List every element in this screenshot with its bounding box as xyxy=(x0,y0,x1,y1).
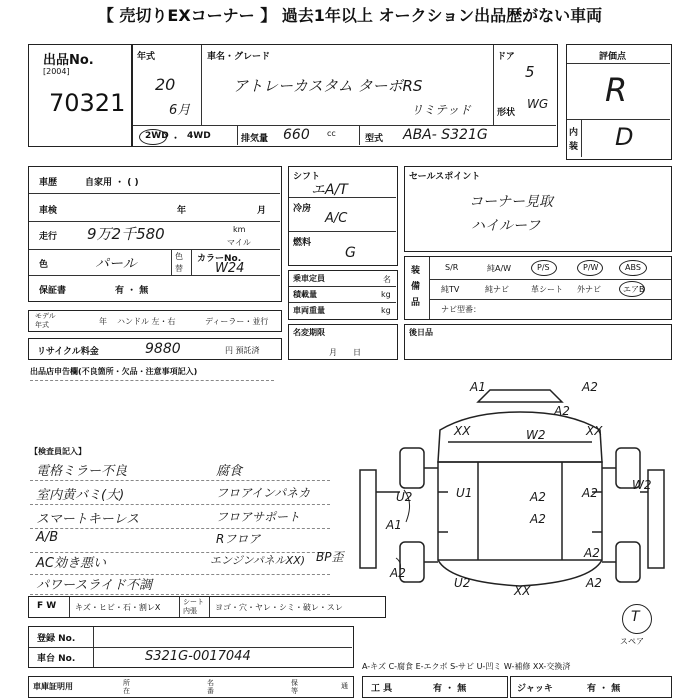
model-year-label-2: 年式 xyxy=(35,321,49,329)
equipment-label-2: 備 xyxy=(411,282,421,292)
inspection-notes-label: 【検査員記入】 xyxy=(30,447,86,456)
weight-unit: kg xyxy=(381,306,391,315)
ac-value: A/C xyxy=(325,211,348,226)
equip-leather: 革シート xyxy=(531,285,563,294)
cert-field-1: 所 xyxy=(123,679,130,687)
seat-label-2: 内張 xyxy=(183,607,197,615)
note-right-1: 腐食 xyxy=(216,464,243,479)
banner: 【 売切りEXコーナー 】 過去1年以上 オークション出品歴がない車両 xyxy=(97,6,603,25)
note-right-6: BP歪 xyxy=(316,550,344,564)
mark-a1-left: A1 xyxy=(386,518,402,532)
chassis-number: S321G-0017044 xyxy=(145,649,251,664)
mark-u2-left: U2 xyxy=(396,490,413,504)
mark-a2-rear: A2 xyxy=(586,576,602,590)
dealer-field: ディーラー・並行 xyxy=(205,317,269,326)
lot-box xyxy=(28,44,132,147)
history-box xyxy=(28,166,282,302)
mark-u1: U1 xyxy=(456,486,473,500)
rating-box xyxy=(566,44,672,160)
displacement-value: 660 xyxy=(283,127,310,143)
mark-a2-roof: A2 xyxy=(530,490,546,504)
rating-label: 評価点 xyxy=(599,52,627,62)
later-box xyxy=(404,324,672,360)
colorno-label: カラーNo. xyxy=(197,254,242,264)
door-value: 5 xyxy=(525,63,535,81)
jack-box xyxy=(510,676,672,698)
equipment-label-1: 装 xyxy=(411,266,421,276)
shift-label: シフト xyxy=(293,172,321,182)
inspection-label: 車検 xyxy=(39,206,58,216)
recycle-amount: 9880 xyxy=(145,341,181,357)
equip-ps: P/S xyxy=(537,263,550,272)
sales-label: セールスポイント xyxy=(409,172,481,182)
year-label: 年式 xyxy=(137,52,156,62)
equip-airbag: エアB xyxy=(623,285,645,294)
interior-label-1: 内 xyxy=(569,128,579,138)
navi-model: ナビ型番： xyxy=(441,305,481,314)
history-value: 自家用 ・ ( ) xyxy=(85,178,139,188)
month-value: 6月 xyxy=(169,103,191,118)
name-change-box xyxy=(288,324,398,360)
vehicle-name: アトレーカスタム ターボRS xyxy=(233,77,423,95)
interior-score: D xyxy=(615,123,634,151)
cert-label: 車庫証明用 xyxy=(33,682,73,691)
vehicle-grade: リミテッド xyxy=(411,103,472,117)
warranty-label: 保証書 xyxy=(39,286,67,296)
name-change-unit: 月 日 xyxy=(329,348,361,357)
spare-mark: T xyxy=(631,609,640,625)
mark-a2-front-2: A2 xyxy=(554,404,570,418)
note-left-3: スマートキーレス xyxy=(36,512,140,527)
load-unit: kg xyxy=(381,290,391,299)
mark-a1-front: A1 xyxy=(470,380,486,394)
mark-xx-rear: XX xyxy=(514,584,531,598)
tools-box xyxy=(362,676,508,698)
later-label: 後日品 xyxy=(409,328,433,337)
model-label: 型式 xyxy=(365,134,384,144)
shift-box xyxy=(288,166,398,266)
note-right-2: フロアインパネカ xyxy=(216,486,311,500)
sales-line-2: ハイルーフ xyxy=(471,218,541,234)
recycle-row xyxy=(28,338,282,360)
interior-label-2: 装 xyxy=(569,142,579,152)
circle-abs xyxy=(619,260,647,276)
mileage-label: 走行 xyxy=(39,232,58,242)
model-year-label-1: モデル xyxy=(35,312,56,320)
name-change-label: 名変期限 xyxy=(293,328,325,337)
color-value: パール xyxy=(95,256,137,272)
rating-score: R xyxy=(605,71,628,109)
inspection-month: 月 xyxy=(257,206,267,216)
equipment-box xyxy=(404,256,672,320)
capacity-box xyxy=(288,270,398,320)
legend: A-キズ C-腐食 E-エクボ S-サビ U-凹ミ W-補修 XX-交換済 xyxy=(362,662,571,671)
equip-aw: 純A/W xyxy=(487,264,512,273)
fuel-value: G xyxy=(345,245,356,261)
seat-label-1: シート xyxy=(183,598,204,606)
equip-navi: 純ナビ xyxy=(485,285,509,294)
equip-abs: ABS xyxy=(625,263,641,272)
equip-sr: S/R xyxy=(445,263,459,272)
spare-circle xyxy=(622,604,652,634)
lot-label: 出品No. xyxy=(43,53,94,68)
color-label: 色 xyxy=(39,260,49,270)
registration-label: 登録 No. xyxy=(37,634,76,644)
sales-line-1: コーナー見取 xyxy=(469,194,553,210)
color-change-1: 色 xyxy=(175,252,183,261)
note-right-3: フロアサポート xyxy=(216,510,301,524)
jack-label: ジャッキ xyxy=(517,684,553,694)
jack-options: 有 ・ 無 xyxy=(587,684,621,694)
mark-a2-front: A2 xyxy=(582,380,598,394)
fw-options: キズ・ヒビ・石・割レX xyxy=(75,603,161,612)
drive-4wd: 4WD xyxy=(187,131,211,141)
drive-separator: ・ xyxy=(171,134,181,144)
fw-row xyxy=(28,596,386,618)
history-label: 車歴 xyxy=(39,178,58,188)
model-value: ABA- S321G xyxy=(403,127,488,143)
mark-a2-right: A2 xyxy=(582,486,598,500)
door-label: ドア xyxy=(497,52,515,62)
colorno-value: W24 xyxy=(215,261,245,276)
equip-tv: 純TV xyxy=(441,285,460,294)
spare-label: スペア xyxy=(620,637,644,646)
ac-label: 冷房 xyxy=(293,204,312,214)
note-right-4: Rフロア xyxy=(216,532,261,546)
cert-field-4: 番 xyxy=(207,687,214,695)
lot-number: 70321 xyxy=(49,89,126,117)
shape-label: 形状 xyxy=(497,108,516,118)
equip-ext-navi: 外ナビ xyxy=(577,285,601,294)
mark-a2-rear-left: A2 xyxy=(390,566,406,580)
equip-pw: P/W xyxy=(583,263,599,272)
vehicle-box xyxy=(132,44,558,147)
name-label: 車名・グレード xyxy=(207,52,271,62)
mark-a2-rear-right: A2 xyxy=(584,546,600,560)
cert-field-5: 保 xyxy=(291,679,298,687)
color-change-2: 替 xyxy=(175,264,183,273)
mark-a2-mid: A2 xyxy=(530,512,546,526)
inspection-year: 年 xyxy=(177,206,187,216)
warranty-options: 有 ・ 無 xyxy=(115,286,149,296)
load-label: 積載量 xyxy=(293,290,317,299)
recycle-label: リサイクル料金 xyxy=(37,347,99,357)
circle-ps xyxy=(531,260,557,276)
cert-field-6: 等 xyxy=(291,687,298,695)
weight-label: 車両重量 xyxy=(293,306,325,315)
displacement-unit: cc xyxy=(327,129,336,138)
note-left-1: 電格ミラー不良 xyxy=(36,464,128,479)
seat-options: ヨゴ・穴・ヤレ・シミ・破レ・スレ xyxy=(215,603,343,612)
shift-value: エA/T xyxy=(311,182,348,198)
model-year-unit: 年 xyxy=(99,317,107,326)
model-year-row xyxy=(28,310,282,332)
drive-2wd: 2WD xyxy=(145,131,169,141)
note-left-4: A/B xyxy=(36,530,59,545)
note-left-2: 室内黄バミ(大) xyxy=(36,488,125,503)
seats-unit: 名 xyxy=(383,275,391,284)
handle-field: ハンドル 左・右 xyxy=(117,317,176,326)
note-right-5: エンジンパネルXX) xyxy=(210,554,306,567)
tools-label: 工 具 xyxy=(371,684,393,694)
fw-label: F W xyxy=(37,601,57,611)
circle-airbag xyxy=(619,281,645,297)
year-value: 20 xyxy=(155,75,176,94)
displacement-label: 排気量 xyxy=(241,134,269,144)
fuel-label: 燃料 xyxy=(293,238,312,248)
note-left-5: AC効き悪い xyxy=(36,556,106,571)
recycle-unit: 円 預託済 xyxy=(225,346,260,355)
lot-year-tag: [2004] xyxy=(43,67,70,76)
notes-label: 出品店申告欄(不良箇所・欠品・注意事項記入) xyxy=(30,367,198,376)
mark-xx-front-left: XX xyxy=(454,424,471,438)
circle-pw xyxy=(577,260,603,276)
mark-w2-right: W2 xyxy=(632,478,652,492)
mile-label: マイル xyxy=(227,238,251,247)
mileage-value: 9万2千580 xyxy=(87,225,165,243)
shape-value: WG xyxy=(527,97,549,111)
registration-box xyxy=(28,626,354,668)
chassis-label: 車台 No. xyxy=(37,654,76,664)
cert-row xyxy=(28,676,354,698)
mark-u2-rear: U2 xyxy=(454,576,471,590)
tools-options: 有 ・ 無 xyxy=(433,684,467,694)
cert-field-2: 在 xyxy=(123,687,130,695)
equipment-label-3: 品 xyxy=(411,298,421,308)
note-left-6: パワースライド不調 xyxy=(36,578,152,593)
mark-xx-front-right: XX xyxy=(586,424,603,438)
km-label: km xyxy=(233,225,246,234)
cert-field-7: 通 xyxy=(341,682,348,690)
cert-field-3: 名 xyxy=(207,679,214,687)
mark-w2-hood: W2 xyxy=(526,428,546,442)
sales-box xyxy=(404,166,672,252)
seats-label: 乗車定員 xyxy=(293,274,325,283)
